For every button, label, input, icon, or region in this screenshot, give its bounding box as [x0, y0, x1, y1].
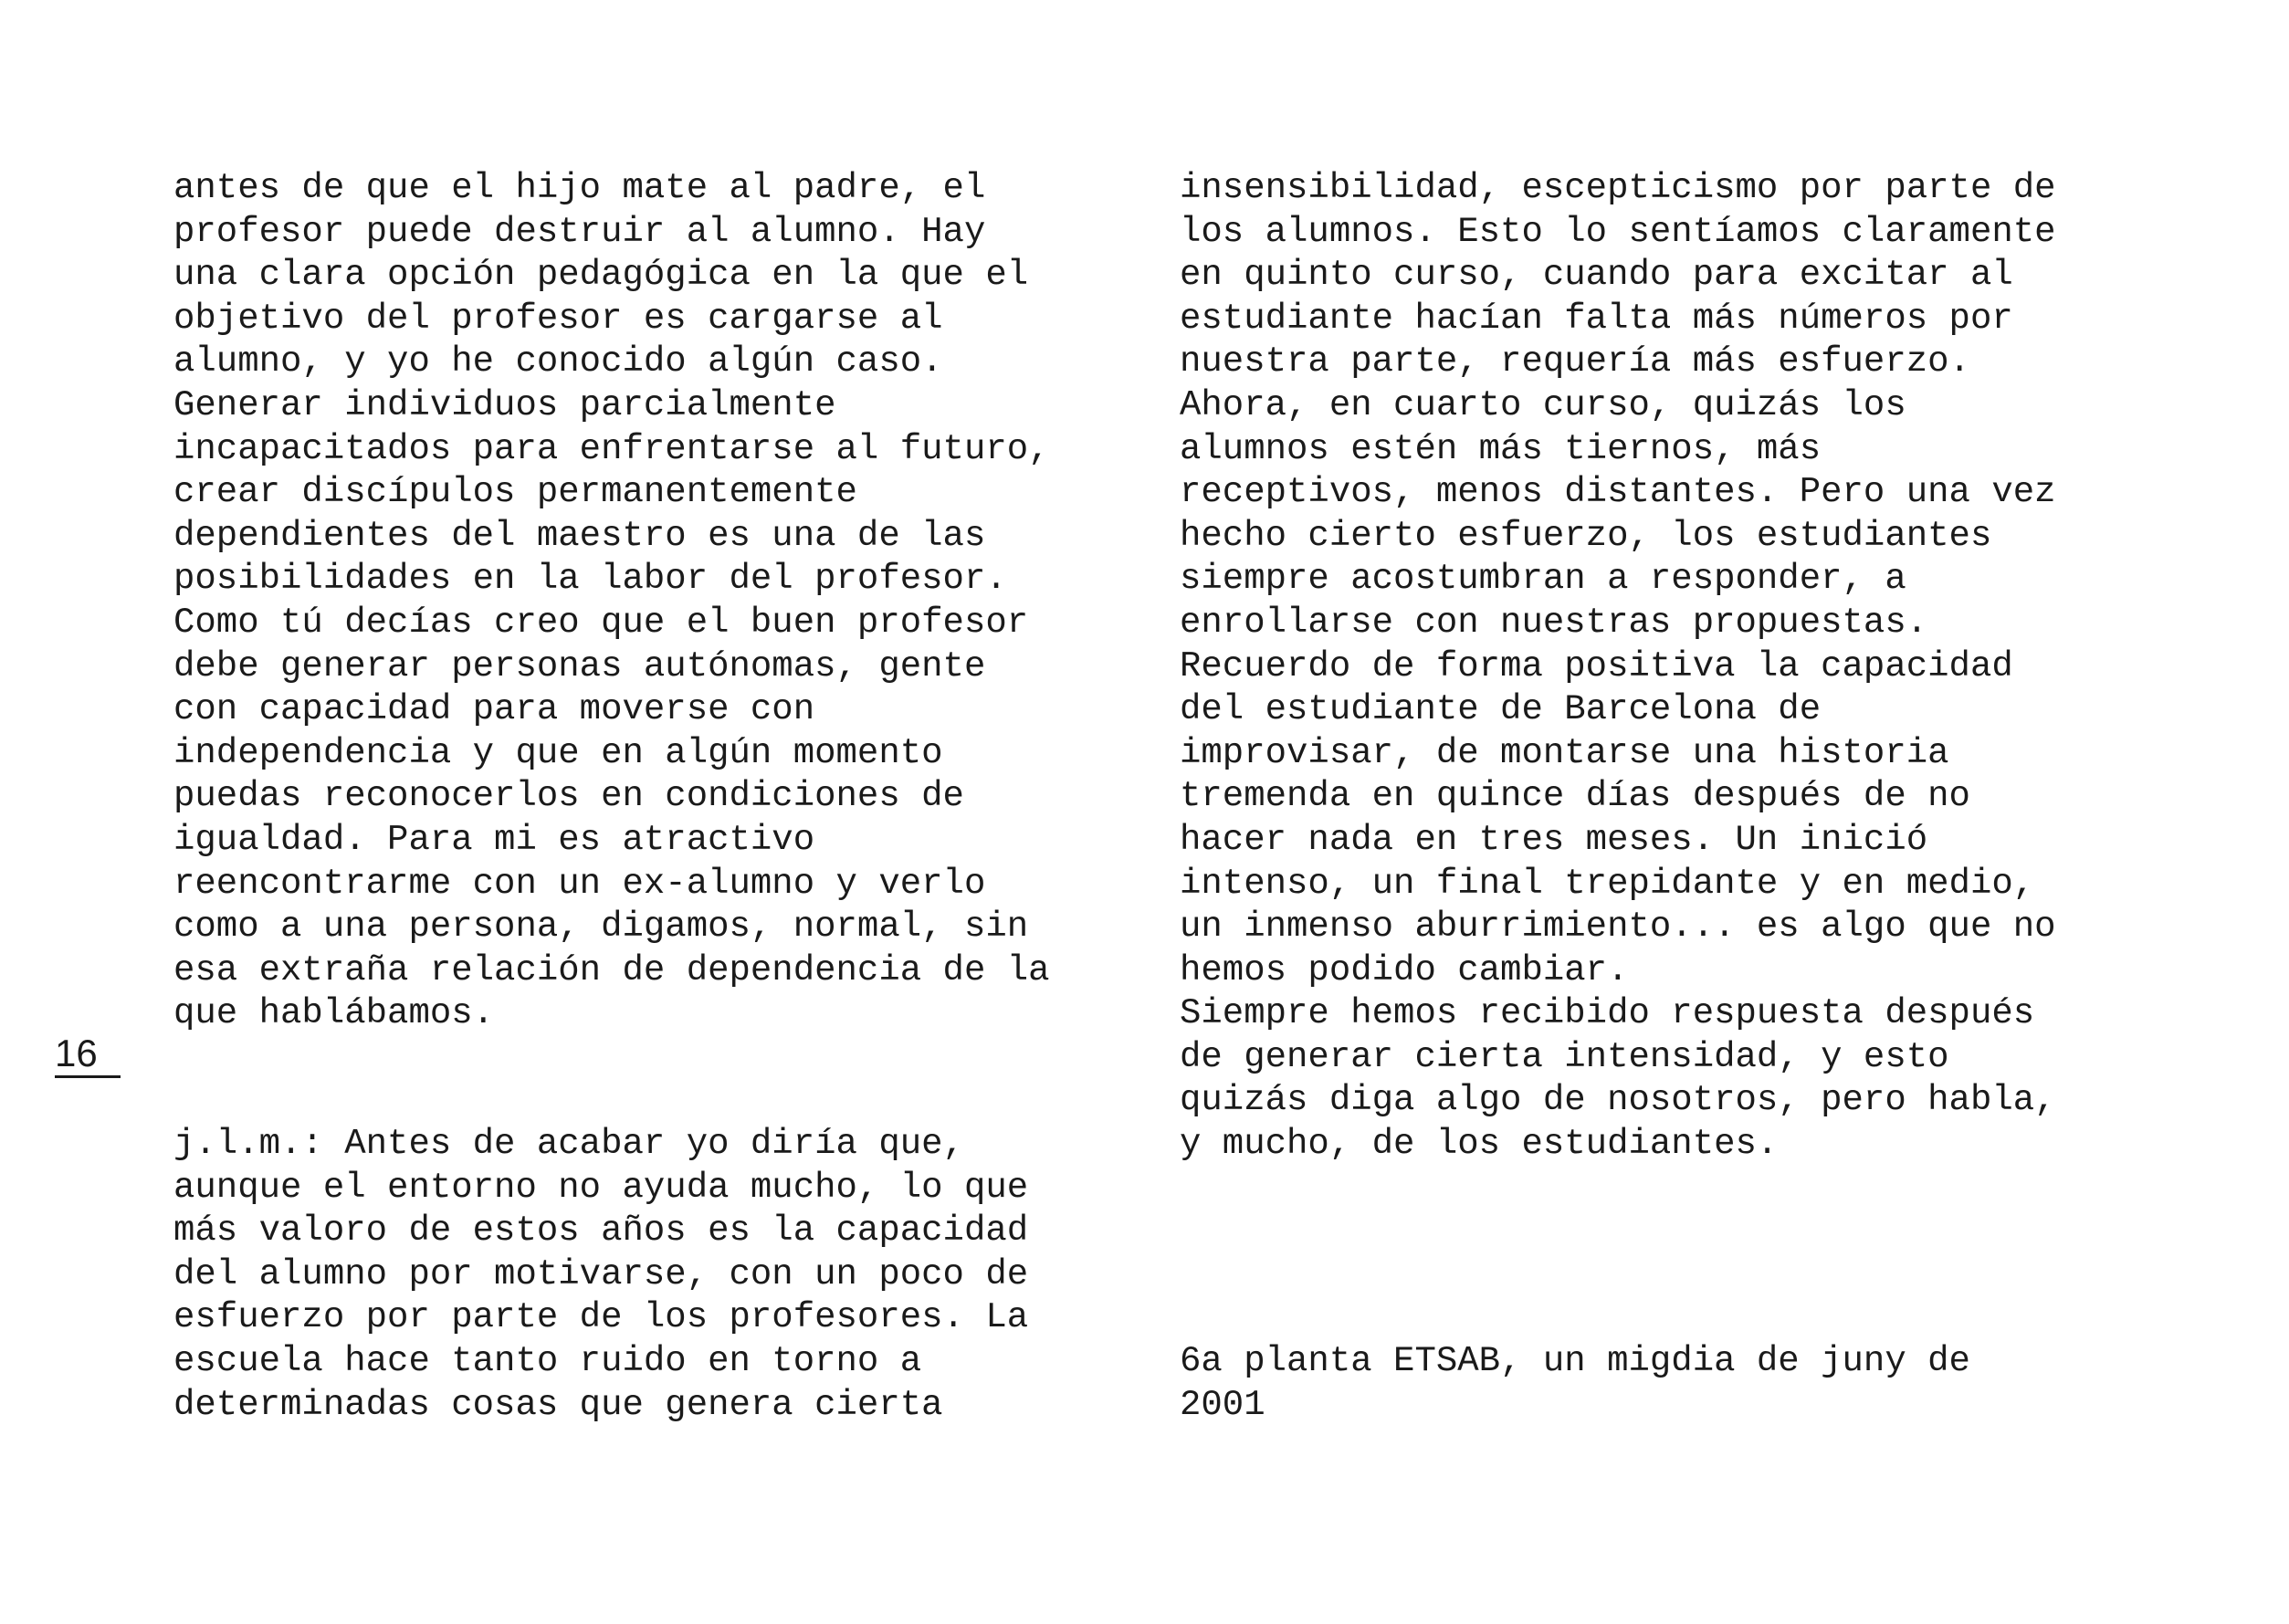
text-line: intenso, un final trepidante y en medio,	[1180, 863, 2035, 904]
text-line: alumnos estén más tiernos, más	[1180, 428, 1822, 469]
place-date-signoff	[1180, 1340, 1970, 1427]
text-line: alumno, y yo he conocido algún caso.	[173, 341, 943, 382]
text-line: Como tú decías creo que el buen profesor	[173, 602, 1029, 643]
text-line: más valoro de estos años es la capacidad	[173, 1210, 1029, 1252]
text-line: independencia y que en algún momento	[173, 732, 943, 773]
text-line: Siempre hemos recibido respuesta después	[1180, 993, 2035, 1034]
text-line: enrollarse con nuestras propuestas.	[1180, 602, 1928, 643]
text-line: improvisar, de montarse una historia	[1180, 732, 1949, 773]
text-line: 2001	[1180, 1384, 1265, 1425]
text-line: reencontrarme con un ex-alumno y verlo	[173, 863, 986, 904]
text-line: esa extraña relación de dependencia de la	[173, 949, 1050, 990]
page-number: 16	[55, 1032, 98, 1074]
text-line: que hablábamos.	[173, 993, 495, 1034]
text-line: j.l.m.: Antes de acabar yo diría que,	[173, 1124, 964, 1165]
text-line: nuestra parte, requería más esfuerzo.	[1180, 341, 1970, 382]
text-line: posibilidades en la labor del profesor.	[173, 559, 1007, 600]
text-line: tremenda en quince días después de no	[1180, 776, 1970, 817]
page-number-underline	[55, 1075, 121, 1078]
text-line: crear discípulos permanentemente	[173, 472, 857, 513]
text-line: 6a planta ETSAB, un migdia de juny de	[1180, 1341, 1970, 1381]
text-line: los alumnos. Esto lo sentíamos claramente	[1180, 211, 2056, 252]
text-line: y mucho, de los estudiantes.	[1180, 1124, 1779, 1165]
text-line: Generar individuos parcialmente	[173, 384, 836, 425]
text-line: objetivo del profesor es cargarse al	[173, 298, 943, 339]
text-line: una clara opción pedagógica en la que el	[173, 255, 1029, 296]
text-line: quizás diga algo de nosotros, pero habla,	[1180, 1080, 2056, 1121]
right-text-column	[1180, 167, 2056, 1167]
text-line: dependientes del maestro es una de las	[173, 515, 986, 556]
text-line: determinadas cosas que genera cierta	[173, 1384, 943, 1425]
text-line: hacer nada en tres meses. Un inició	[1180, 819, 1928, 860]
text-line: insensibilidad, escepticismo por parte de	[1180, 168, 2056, 208]
text-line: hecho cierto esfuerzo, los estudiantes	[1180, 515, 1992, 556]
text-line: igualdad. Para mi es atractivo	[173, 819, 815, 860]
text-line: estudiante hacían falta más números por	[1180, 298, 2013, 339]
text-line: debe generar personas autónomas, gente	[173, 645, 986, 686]
text-line: esfuerzo por parte de los profesores. La	[173, 1297, 1029, 1338]
text-line: antes de que el hijo mate al padre, el	[173, 168, 986, 208]
text-line: puedas reconocerlos en condiciones de	[173, 776, 964, 817]
text-line: profesor puede destruir al alumno. Hay	[173, 211, 986, 252]
text-line: incapacitados para enfrentarse al futuro,	[173, 428, 1050, 469]
text-line: Ahora, en cuarto curso, quizás los	[1180, 384, 1906, 425]
text-line: con capacidad para moverse con	[173, 689, 815, 730]
paragraph-gap	[173, 1036, 1050, 1123]
text-line: escuela hace tanto ruido en torno a	[173, 1341, 922, 1382]
text-line: de generar cierta intensidad, y esto	[1180, 1036, 1949, 1077]
text-line: del alumno por motivarse, con un poco de	[173, 1253, 1029, 1294]
text-line: receptivos, menos distantes. Pero una vez	[1180, 472, 2056, 513]
text-line: como a una persona, digamos, normal, sin	[173, 906, 1029, 948]
text-line: un inmenso aburrimiento... es algo que no	[1180, 906, 2056, 948]
text-line: Recuerdo de forma positiva la capacidad	[1180, 645, 2013, 686]
text-line: del estudiante de Barcelona de	[1180, 689, 1822, 730]
text-line: aunque el entorno no ayuda mucho, lo que	[173, 1167, 1029, 1208]
left-text-column	[173, 167, 1050, 1427]
text-line: en quinto curso, cuando para excitar al	[1180, 255, 2013, 296]
text-line: hemos podido cambiar.	[1180, 949, 1629, 990]
text-line: siempre acostumbran a responder, a	[1180, 559, 1906, 600]
